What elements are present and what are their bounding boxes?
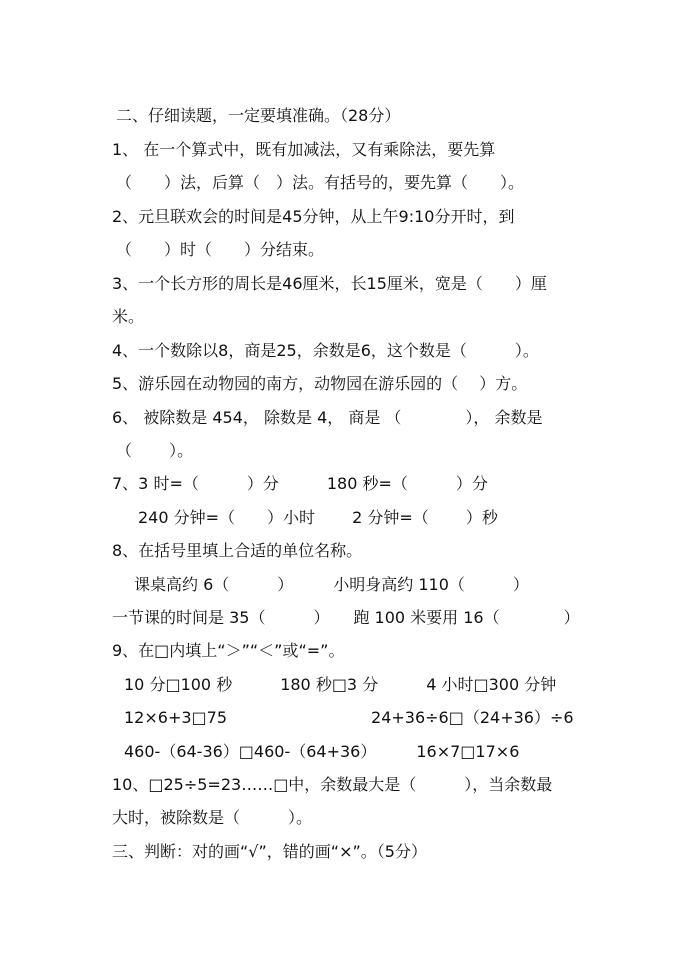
q8-line3: 一节课的时间是 35（ ） 跑 100 米要用 16（ ）	[112, 608, 580, 627]
q9-line3: 12×6+3□75 24+36÷6□（24+36）÷6	[108, 708, 574, 727]
q10-line2: 大时，被除数是（ ）。	[112, 808, 313, 827]
q9-line4: 460-（64-36）□460-（64+36） 16×7□17×6	[108, 742, 520, 761]
q4-line: 4、一个数除以8，商是25，余数是6，这个数是（ ）。	[112, 341, 539, 360]
q6-line1: 6、 被除数是 454， 除数是 4， 商是 （ ）， 余数是	[112, 408, 543, 427]
q10-line1: 10、□25÷5=23……□中，余数最大是（ ），当余数最	[112, 775, 553, 794]
q8-line1: 8、在括号里填上合适的单位名称。	[112, 541, 363, 560]
q5-line: 5、游乐园在动物园的南方，动物园在游乐园的（ ）方。	[112, 374, 528, 393]
q7-line1: 7、3 时=（ ）分 180 秒=（ ）分	[112, 474, 488, 493]
section-2-heading: 二、仔细读题，一定要填准确。（28分）	[116, 106, 401, 125]
q9-line1: 9、在□内填上“＞”“＜”或“=”。	[112, 641, 345, 660]
q1-line1: 1、 在一个算式中，既有加减法，又有乘除法，要先算	[112, 140, 496, 159]
q1-line2: （ ）法，后算（ ）法。有括号的，要先算（ ）。	[116, 173, 525, 192]
q3-line1: 3、一个长方形的周长是46厘米，长15厘米，宽是（ ）厘	[112, 274, 547, 293]
q8-line2: 课桌高约 6（ ） 小明身高约 110（ ）	[118, 575, 529, 594]
q6-line2: （ ）。	[116, 441, 194, 460]
q3-line2: 米。	[112, 307, 145, 326]
q2-line1: 2、元旦联欢会的时间是45分钟，从上午9:10分开时，到	[112, 207, 515, 226]
q2-line2: （ ）时（ ）分结束。	[116, 240, 325, 259]
q9-line2: 10 分□100 秒 180 秒□3 分 4 小时□300 分钟	[108, 675, 557, 694]
section-3-heading: 三、判断：对的画“√”，错的画“×”。（5分）	[112, 842, 427, 861]
q7-line2: 240 分钟=（ ）小时 2 分钟=（ ）秒	[122, 508, 498, 527]
